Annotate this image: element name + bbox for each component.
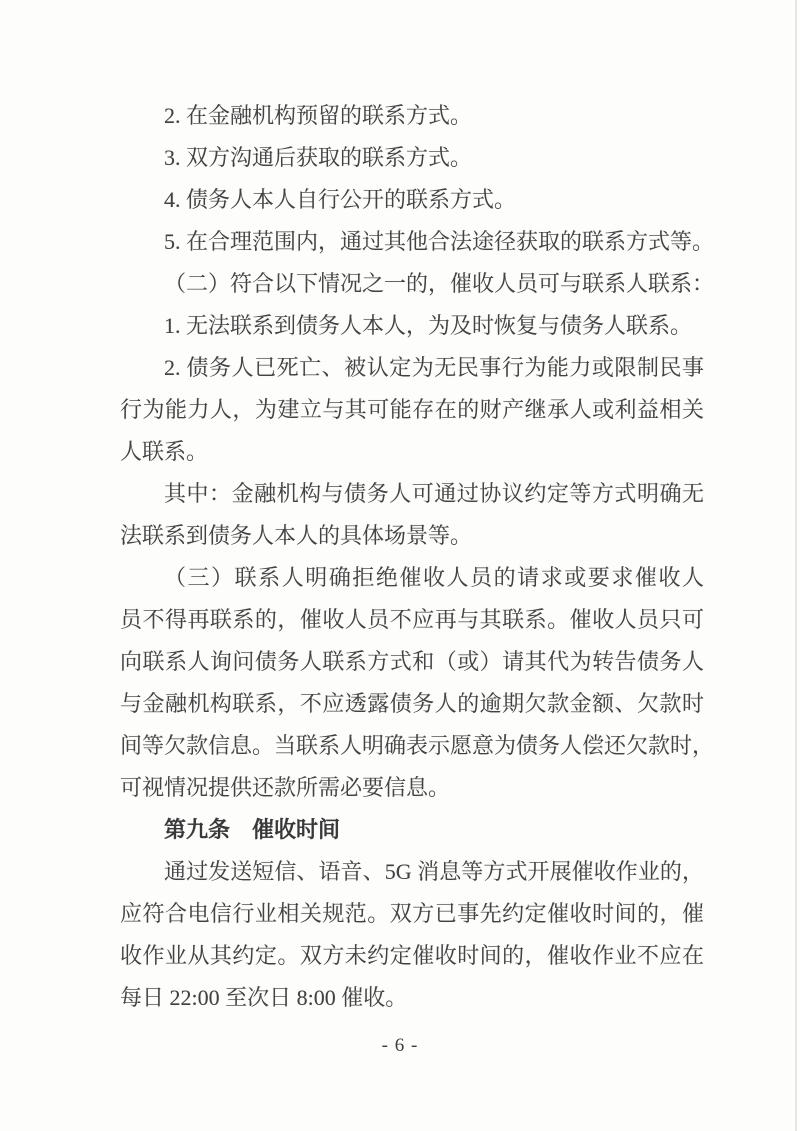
- text-line: （二）符合以下情况之一的，催收人员可与联系人联系：: [164, 271, 715, 296]
- section-heading: [120, 809, 704, 851]
- scan-edge-line: [795, 0, 797, 1131]
- page-number: - 6 -: [381, 1035, 419, 1056]
- document-body: [120, 95, 715, 1019]
- text-line: 5. 在合理范围内，通过其他合法途径获取的联系方式等。: [164, 229, 715, 254]
- paragraph: [120, 95, 704, 137]
- paragraph: [120, 305, 704, 347]
- paragraph: [120, 263, 715, 305]
- text-line: 向联系人询问债务人联系方式和（或）请其代为转告债务人: [120, 649, 704, 674]
- paragraph: [120, 557, 715, 809]
- text-line: 收作业从其约定。双方未约定催收时间的，催收作业不应在: [120, 943, 704, 968]
- text-line: 其中：金融机构与债务人可通过协议约定等方式明确无: [164, 481, 704, 506]
- text-line: 2. 债务人已死亡、被认定为无民事行为能力或限制民事: [164, 355, 704, 380]
- text-line: 通过发送短信、语音、5G 消息等方式开展催收作业的，: [164, 859, 704, 884]
- text-line: 应符合电信行业相关规范。双方已事先约定催收时间的，催: [120, 901, 704, 926]
- text-line: 法联系到债务人本人的具体场景等。: [120, 523, 473, 548]
- text-line: 2. 在金融机构预留的联系方式。: [164, 103, 473, 128]
- paragraph: [120, 221, 715, 263]
- text-line: 行为能力人，为建立与其可能存在的财产继承人或利益相关: [120, 397, 704, 422]
- text-line: 间等欠款信息。当联系人明确表示愿意为债务人偿还欠款时，: [120, 733, 715, 758]
- paragraph: [120, 347, 704, 473]
- text-line: 3. 双方沟通后获取的联系方式。: [164, 145, 473, 170]
- heading-text-line: 第九条 催收时间: [164, 817, 341, 842]
- text-line: 与金融机构联系，不应透露债务人的逾期欠款金额、欠款时: [120, 691, 704, 716]
- paragraph: [120, 137, 704, 179]
- paragraph: [120, 473, 704, 557]
- paragraph: [120, 179, 704, 221]
- text-line: 可视情况提供还款所需必要信息。: [120, 775, 451, 800]
- text-line: 员不得再联系的，催收人员不应再与其联系。催收人员只可: [120, 607, 704, 632]
- text-line: 1. 无法联系到债务人本人，为及时恢复与债务人联系。: [164, 313, 693, 338]
- text-line: 每日 22:00 至次日 8:00 催收。: [120, 985, 408, 1010]
- paragraph: [120, 851, 704, 1019]
- text-line: 4. 债务人本人自行公开的联系方式。: [164, 187, 517, 212]
- text-line: （三）联系人明确拒绝催收人员的请求或要求催收人: [164, 565, 704, 590]
- text-line: 人联系。: [120, 439, 209, 464]
